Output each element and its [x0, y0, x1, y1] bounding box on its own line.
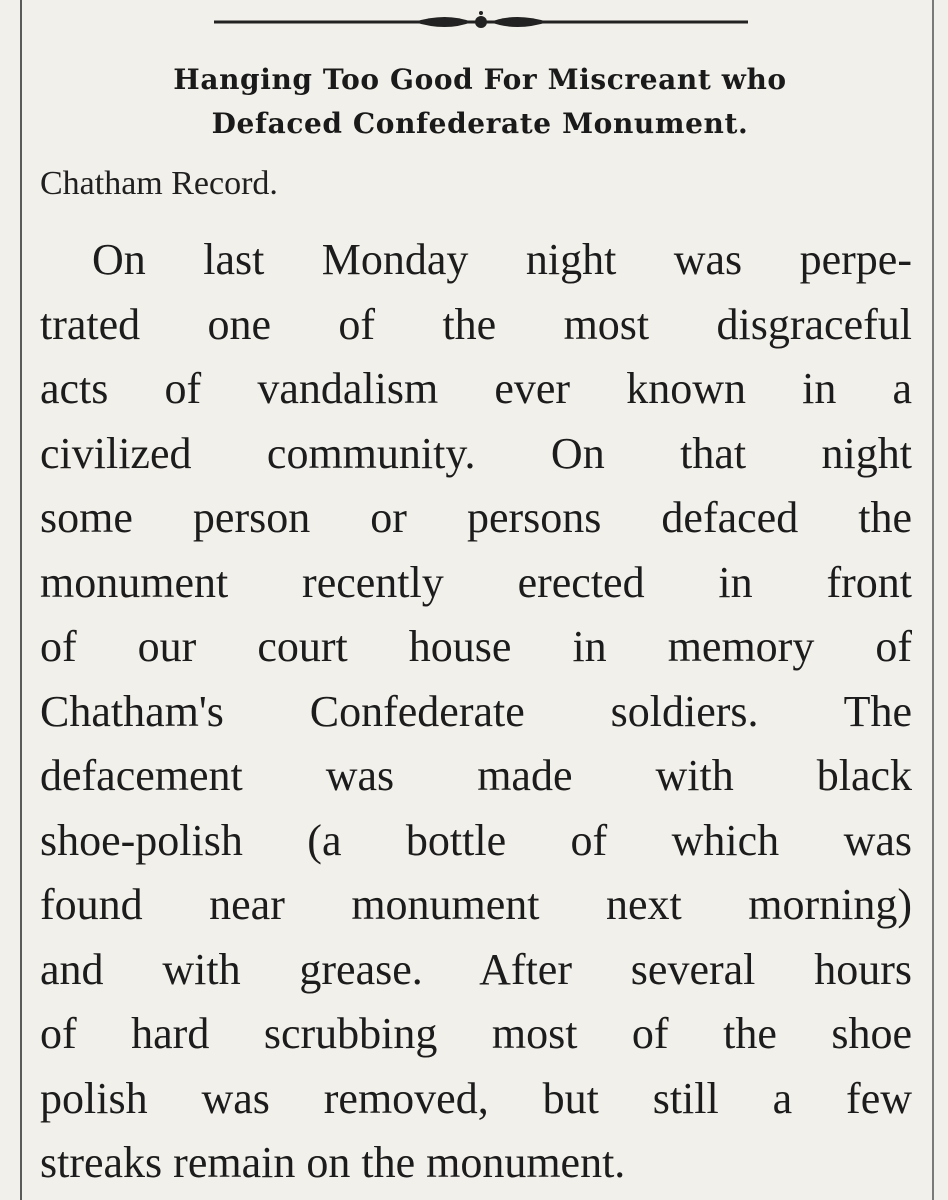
ornamental-divider-icon [214, 8, 748, 36]
article-source: Chatham Record. [40, 165, 278, 202]
body-line: monument recently erected in front [40, 557, 912, 607]
body-line: On last Monday night was perpe- [92, 235, 912, 284]
body-line: trated one of the most disgraceful [40, 299, 912, 349]
headline-line: Defaced Confederate Monument. [211, 107, 749, 140]
column-rule-right [932, 0, 934, 1200]
article-body [40, 228, 912, 1196]
body-line: some person or persons defaced the [40, 493, 912, 542]
body-line: civilized community. On that night [40, 428, 912, 478]
body-line: found near monument next morning) [40, 880, 912, 929]
body-line: and with grease. After several hours [40, 944, 912, 994]
body-line: shoe-polish (a bottle of which was [40, 815, 912, 865]
body-line: Chatham's Confederate soldiers. The [40, 686, 912, 736]
headline-line: Hanging Too Good For Miscreant who [173, 63, 787, 96]
article-headline [40, 58, 920, 146]
column-rule-left [20, 0, 22, 1200]
body-line: streaks remain on the monument. [40, 1138, 626, 1187]
body-line: defacement was made with black [40, 751, 912, 800]
body-line: polish was removed, but still a few [40, 1073, 912, 1123]
body-line: acts of vandalism ever known in a [40, 364, 912, 413]
body-line: of hard scrubbing most of the shoe [40, 1009, 912, 1058]
body-line: of our court house in memory of [40, 622, 912, 671]
